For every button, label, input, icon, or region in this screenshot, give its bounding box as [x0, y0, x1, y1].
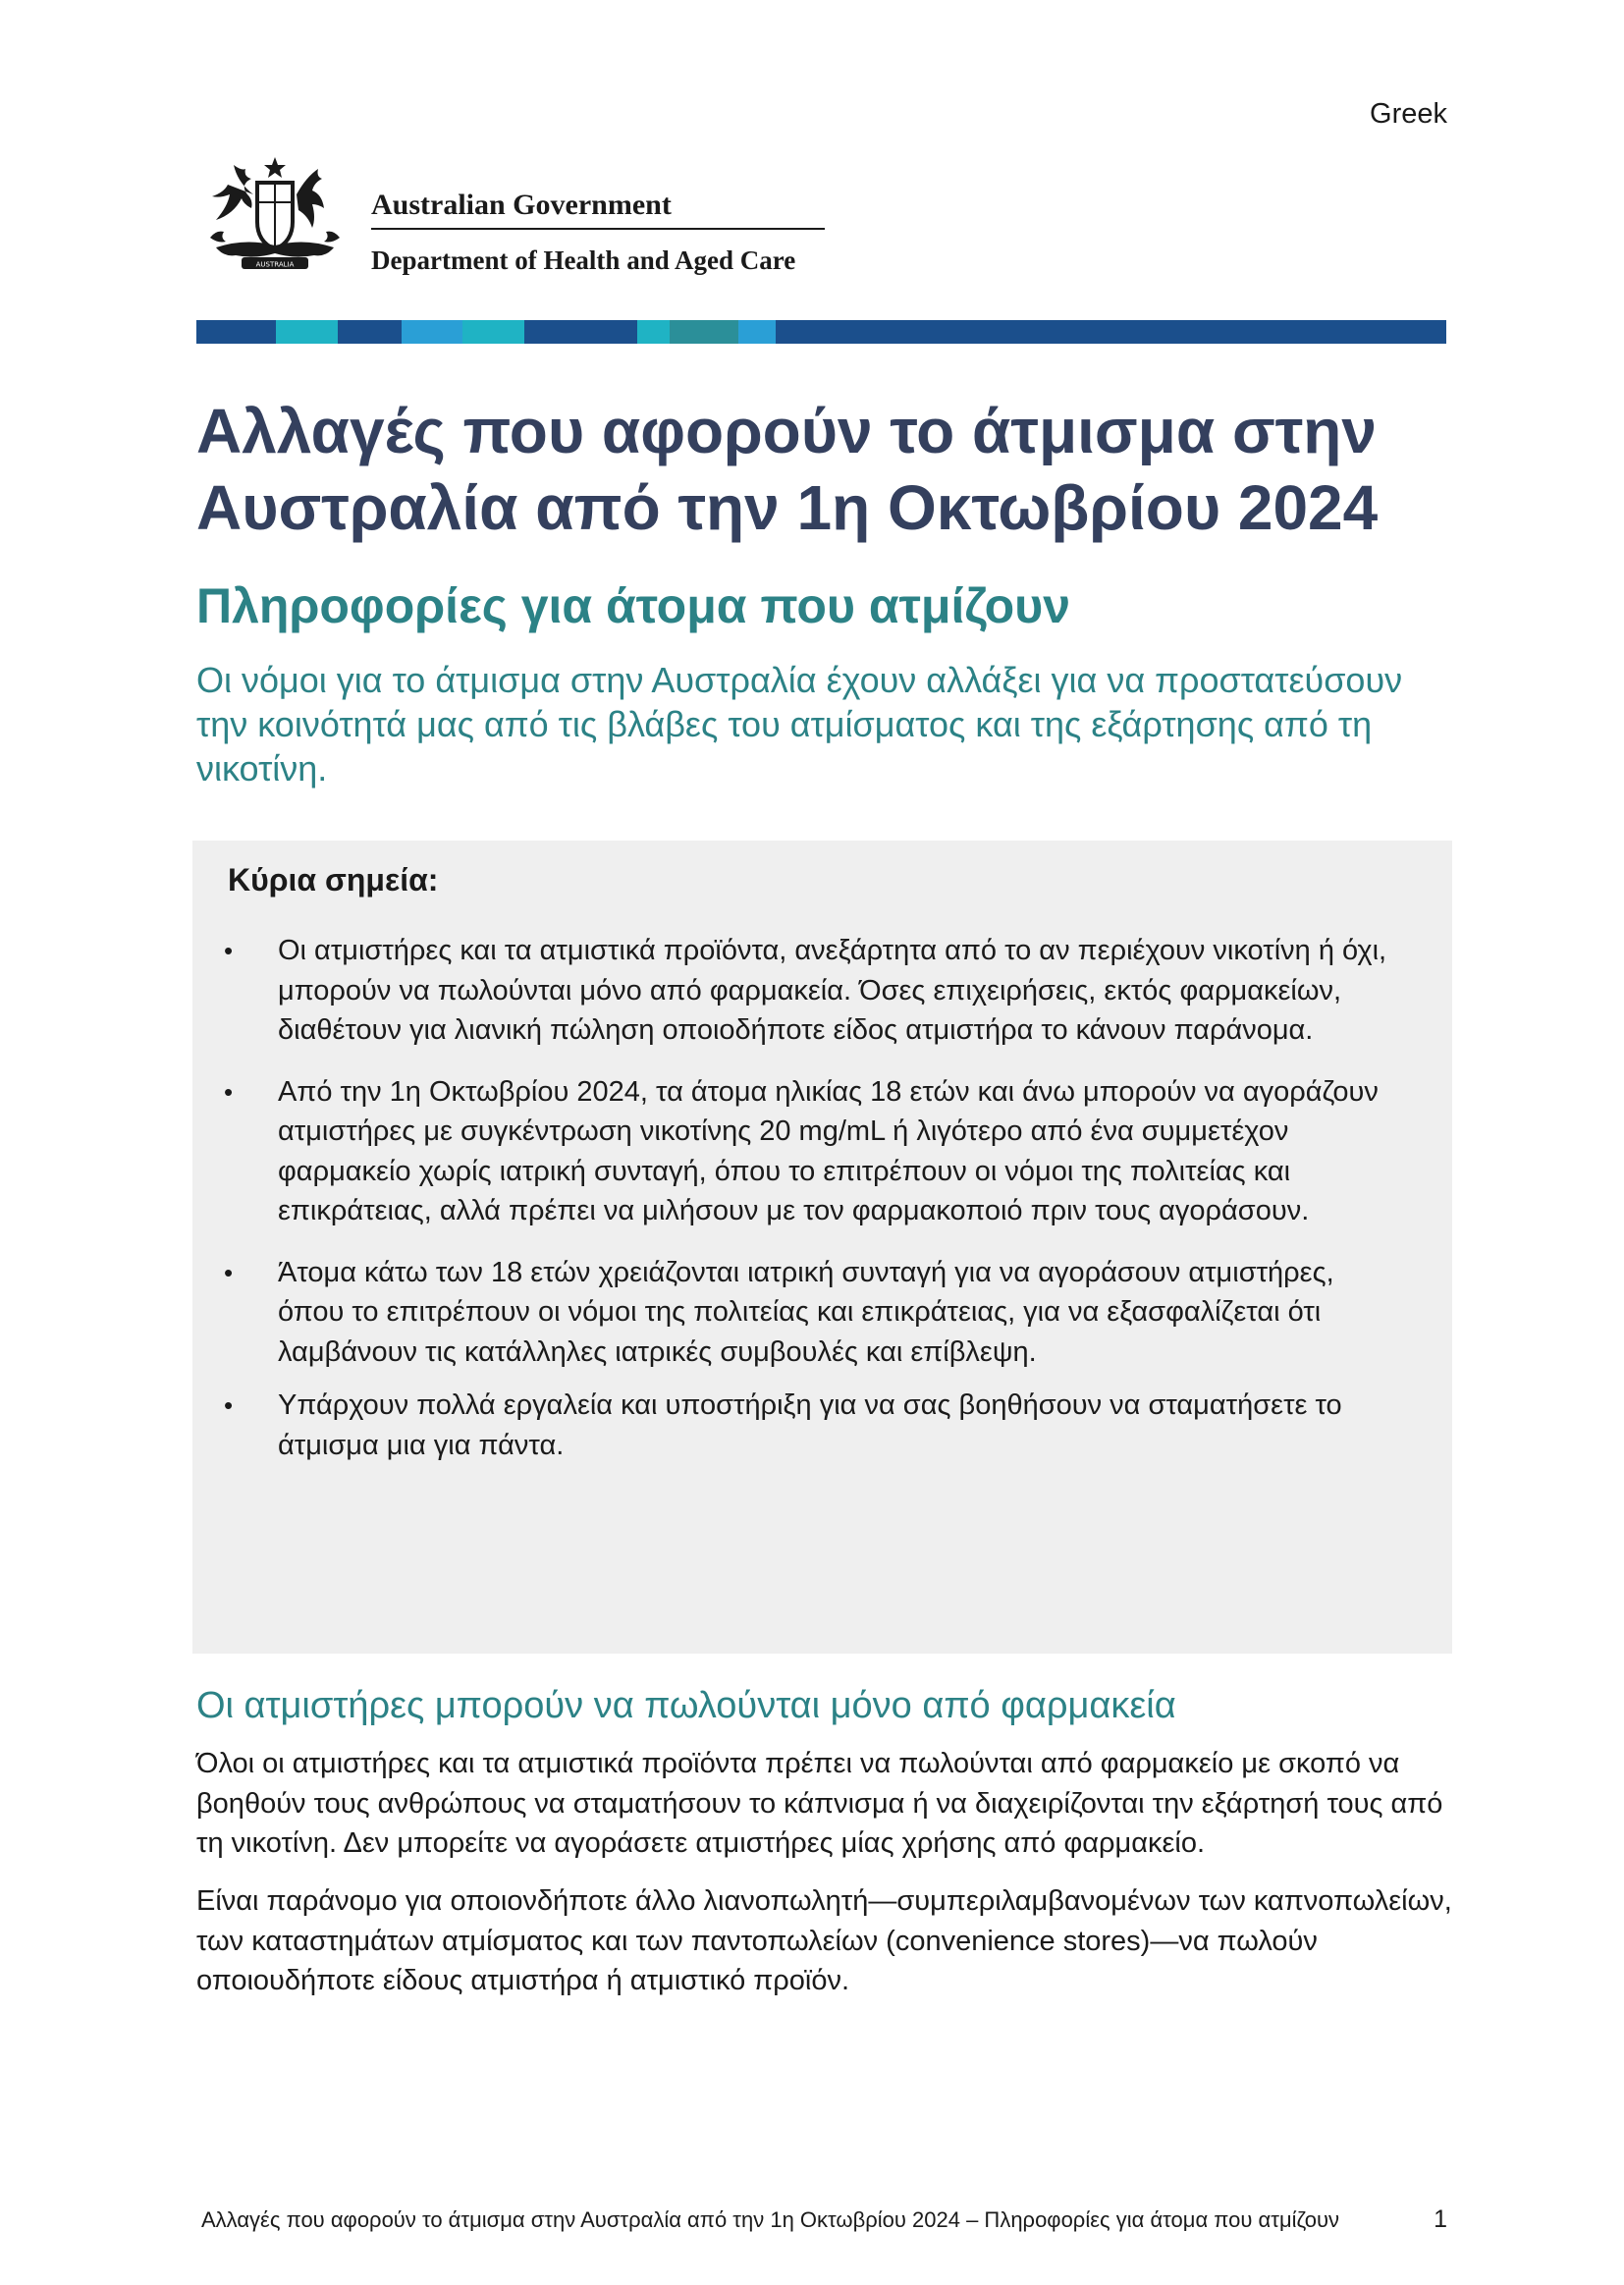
key-point-item [192, 1386, 1387, 1465]
intro-paragraph: Οι νόμοι για το άτμισμα στην Αυστραλία έχουν αλλάξει για να προστατεύσουν την κοινότητά μας από τις βλάβες του ατμίσματος και της εξάρτησης από τη νικοτίνη. [196, 660, 1403, 789]
language-label: Greek [1370, 98, 1447, 130]
stripe-segment [776, 320, 1446, 344]
stripe-segment [402, 320, 462, 344]
bullet-icon: • [224, 936, 234, 965]
decorative-color-stripe [196, 320, 1446, 344]
stripe-segment [637, 320, 670, 344]
key-point-text: Οι ατμιστήρες και τα ατμιστικά προϊόντα, ανεξάρτητα από το αν περιέχουν νικοτίνη ή όχι, μπορούν να πωλούνται μόνο από φαρμακεία. Όσες επιχειρήσεις, εκτός φαρμακείων, διαθέτουν για λιανική πώληση οποιοδήποτε είδος ατμιστήρα το κάνουν παράνομα. [278, 935, 1387, 1046]
bullet-icon: • [224, 1390, 234, 1420]
stripe-segment [524, 320, 637, 344]
section-heading: Οι ατμιστήρες μπορούν να πωλούνται μόνο από φαρμακεία [196, 1685, 1176, 1726]
stripe-segment [738, 320, 776, 344]
body-paragraph: Όλοι οι ατμιστήρες και τα ατμιστικά προϊόντα πρέπει να πωλούνται από φαρμακείο με σκοπό να βοηθούν τους ανθρώπους να σταματήσουν το κάπνισμα ή να διαχειρίζονται την εξάρτησή τους από τη νικοτίνη. Δεν μπορείτε να αγοράσετε ατμιστήρες μίας χρήσης από φαρμακείο. [196, 1748, 1443, 1859]
bullet-icon: • [224, 1257, 234, 1287]
key-point-text: Από την 1η Οκτωβρίου 2024, τα άτομα ηλικίας 18 ετών και άνω μπορούν να αγοράζουν ατμιστήρες με συγκέντρωση νικοτίνης 20 mg/mL ή λιγότερο από ένα συμμετέχον φαρμακείο χωρίς ιατρική συνταγή, όπου το επιτρέπουν οι νόμοι της πολιτείας και επικράτειας, αλλά πρέπει να μιλήσουν με τον φαρμακοποιό πριν τους αγοράσουν. [278, 1075, 1379, 1226]
page-subtitle: Πληροφορίες για άτομα που ατμίζουν [196, 578, 1071, 633]
crest-motto: AUSTRALIA [255, 260, 295, 269]
government-name: Australian Government [371, 189, 825, 230]
key-points-heading: Κύρια σημεία: [228, 862, 439, 898]
stripe-segment [276, 320, 338, 344]
department-name: Department of Health and Aged Care [371, 245, 796, 275]
stripe-segment [670, 320, 738, 344]
logo-text [371, 189, 825, 276]
page-title: Αλλαγές που αφορούν το άτμισμα στην Αυστραλία από την 1η Οκτωβρίου 2024 [196, 396, 1379, 543]
body-paragraph: Είναι παράνομο για οποιονδήποτε άλλο λιανοπωλητή—συμπεριλαμβανομένων των καπνοπωλείων, των καταστημάτων ατμίσματος και των παντοπωλείων (convenience stores)—να πωλούν οποιουδήποτε είδους ατμιστήρα ή ατμιστικό προϊόν. [196, 1885, 1452, 1996]
stripe-segment [196, 320, 276, 344]
key-point-item [192, 931, 1387, 1051]
key-point-text: Άτομα κάτω των 18 ετών χρειάζονται ιατρική συνταγή για να αγοράσουν ατμιστήρες, όπου το επιτρέπουν οι νόμοι της πολιτείας και επικράτειας, για να εξασφαλίζεται ότι λαμβάνουν τις κατάλληλες ιατρικές συμβουλές και επίβλεψη. [278, 1256, 1334, 1368]
stripe-segment [338, 320, 402, 344]
page-number: 1 [1434, 2205, 1447, 2233]
key-points-list [192, 931, 1452, 1465]
coat-of-arms-icon [196, 155, 353, 275]
bullet-icon: • [224, 1076, 234, 1107]
key-points-box [192, 841, 1452, 1654]
stripe-segment [462, 320, 524, 344]
key-point-item [192, 1072, 1387, 1231]
footer-text: Αλλαγές που αφορούν το άτμισμα στην Αυστραλία από την 1η Οκτωβρίου 2024 – Πληροφορίες για άτομα που ατμίζουν [201, 2207, 1339, 2232]
key-point-item [192, 1253, 1387, 1373]
government-logo [196, 155, 825, 275]
key-point-text: Υπάρχουν πολλά εργαλεία και υποστήριξη για να σας βοηθήσουν να σταματήσετε το άτμισμα μια για πάντα. [278, 1389, 1342, 1461]
